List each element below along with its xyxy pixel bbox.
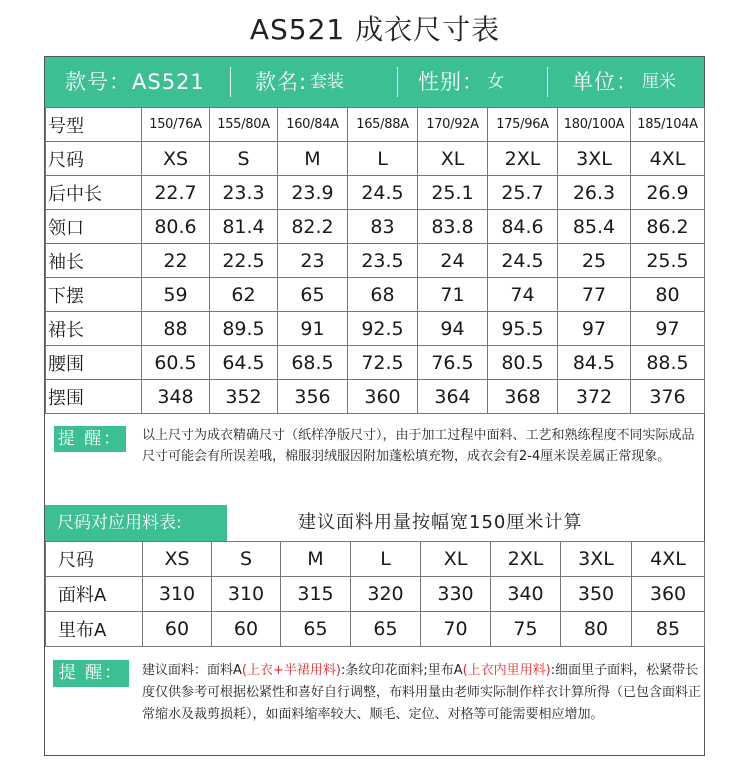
table-cell: 170/92A	[418, 108, 488, 142]
row-label: 里布A	[46, 612, 143, 647]
table-cell: XS	[143, 542, 212, 577]
table-cell: 330	[421, 577, 491, 612]
table-cell: 180/100A	[558, 108, 631, 142]
table-cell: 74	[488, 278, 558, 312]
table-cell: 3XL	[558, 142, 631, 176]
table-cell: 2XL	[488, 142, 558, 176]
table-cell: 24.5	[348, 176, 418, 210]
table-cell: 150/76A	[142, 108, 210, 142]
table-cell: 80	[631, 278, 705, 312]
table-cell: 85	[632, 612, 705, 647]
table-cell: 25.7	[488, 176, 558, 210]
table-cell: 84.5	[558, 346, 631, 380]
gender-value: 女	[487, 72, 504, 92]
table-cell: 76.5	[418, 346, 488, 380]
table-cell: 60	[143, 612, 212, 647]
table-cell: 23.9	[278, 176, 348, 210]
table-cell: 85.4	[558, 210, 631, 244]
style-number-label: 款号：	[65, 70, 131, 94]
style-name-value: 套装	[310, 72, 344, 92]
table-cell: 24.5	[488, 244, 558, 278]
reminder-text: 以上尺寸为成衣精确尺寸（纸样净版尺寸），由于加工过程中面料、工艺和熟练程度不同实际成品尺寸可能会有所误差哦，棉服羽绒服因附加蓬松填充物，成衣会有2-4厘米误差属正常现象。	[142, 428, 695, 464]
table-cell: 86.2	[631, 210, 705, 244]
header-divider	[547, 67, 548, 97]
row-label: 下摆	[46, 278, 142, 312]
table-cell: 372	[558, 380, 631, 414]
table-cell: 315	[281, 577, 351, 612]
table-cell: 91	[278, 312, 348, 346]
table-cell: 83	[348, 210, 418, 244]
table-cell: 4XL	[632, 542, 705, 577]
fabric-section-label: 尺码对应用料表:	[45, 505, 227, 541]
table-row	[46, 312, 705, 346]
table-cell: 22.5	[210, 244, 278, 278]
row-label: 摆围	[46, 380, 142, 414]
table-cell: XS	[142, 142, 210, 176]
row-label: 袖长	[46, 244, 142, 278]
table-cell: 4XL	[631, 142, 705, 176]
table-cell: 84.6	[488, 210, 558, 244]
table-cell: XL	[421, 542, 491, 577]
header-divider	[230, 67, 231, 97]
table-cell: 368	[488, 380, 558, 414]
table-cell: 185/104A	[631, 108, 705, 142]
table-cell: 88.5	[631, 346, 705, 380]
measurement-note	[45, 418, 704, 492]
table-cell: 77	[558, 278, 631, 312]
table-cell: 160/84A	[278, 108, 348, 142]
table-cell: 94	[418, 312, 488, 346]
table-cell: 25.1	[418, 176, 488, 210]
table-cell: M	[281, 542, 351, 577]
fabric-note	[45, 653, 704, 753]
table-cell: 68.5	[278, 346, 348, 380]
fabric-note-highlight: (上衣+半裙用料)	[241, 663, 341, 678]
table-cell: 65	[351, 612, 421, 647]
table-row	[46, 108, 705, 142]
table-cell: 65	[278, 278, 348, 312]
table-cell: 340	[491, 577, 561, 612]
table-cell: 25	[558, 244, 631, 278]
table-row	[46, 176, 705, 210]
table-cell: 23	[278, 244, 348, 278]
row-label: 腰围	[46, 346, 142, 380]
table-cell: 155/80A	[210, 108, 278, 142]
header-divider	[397, 67, 398, 97]
reminder-badge: 提 醒：	[54, 426, 126, 452]
table-cell: 360	[348, 380, 418, 414]
table-cell: L	[348, 142, 418, 176]
gender-label: 性别：	[418, 70, 484, 94]
fabric-width-note: 建议面料用量按幅宽150厘米计算	[298, 512, 583, 533]
table-cell: 64.5	[210, 346, 278, 380]
table-cell: 376	[631, 380, 705, 414]
table-cell: 360	[632, 577, 705, 612]
table-cell: 60	[212, 612, 281, 647]
style-name-label: 款名:	[255, 70, 308, 94]
table-cell: 82.2	[278, 210, 348, 244]
table-cell: S	[210, 142, 278, 176]
table-cell: 89.5	[210, 312, 278, 346]
table-cell: 26.9	[631, 176, 705, 210]
table-row	[46, 380, 705, 414]
table-cell: 95.5	[488, 312, 558, 346]
row-label: 裙长	[46, 312, 142, 346]
table-cell: 310	[143, 577, 212, 612]
page-title: AS521 成衣尺寸表	[249, 13, 501, 46]
table-cell: 25.5	[631, 244, 705, 278]
table-cell: 22.7	[142, 176, 210, 210]
table-row	[46, 612, 705, 647]
table-row	[46, 142, 705, 176]
row-label: 号型	[46, 108, 142, 142]
table-cell: 175/96A	[488, 108, 558, 142]
size-table	[45, 107, 705, 414]
unit-label: 单位：	[572, 70, 638, 94]
table-cell: 80	[561, 612, 632, 647]
table-cell: 81.4	[210, 210, 278, 244]
table-row	[46, 542, 705, 577]
table-cell: 23.5	[348, 244, 418, 278]
table-cell: 59	[142, 278, 210, 312]
table-cell: XL	[418, 142, 488, 176]
table-cell: 75	[491, 612, 561, 647]
table-cell: 24	[418, 244, 488, 278]
table-cell: 68	[348, 278, 418, 312]
reminder-badge: 提 醒：	[53, 660, 129, 687]
row-label: 面料A	[46, 577, 143, 612]
table-cell: 310	[212, 577, 281, 612]
fabric-section-header	[45, 505, 704, 541]
table-cell: L	[351, 542, 421, 577]
style-number-value: AS521	[132, 70, 205, 94]
fabric-note-part: 建议面料：面料A	[142, 663, 242, 678]
table-cell: 3XL	[561, 542, 632, 577]
table-cell: 350	[561, 577, 632, 612]
fabric-reminder-text	[142, 660, 702, 726]
table-row	[46, 346, 705, 380]
table-cell: 364	[418, 380, 488, 414]
table-cell: 23.3	[210, 176, 278, 210]
table-cell: 83.8	[418, 210, 488, 244]
table-cell: 92.5	[348, 312, 418, 346]
table-cell: 71	[418, 278, 488, 312]
table-cell: 348	[142, 380, 210, 414]
table-cell: S	[212, 542, 281, 577]
table-cell: 2XL	[491, 542, 561, 577]
row-label: 领口	[46, 210, 142, 244]
row-label: 尺码	[46, 142, 142, 176]
fabric-note-part: :细面里子面料，松紧带长度仅供参考可根据松紧性和喜好自行调整，布料用量由老师实际制作样衣计算所得（已包含面料正常缩水及裁剪损耗），如面料缩率较大、顺毛、定位、对格等可能需要相应增加。	[142, 663, 702, 722]
table-row	[46, 244, 705, 278]
table-cell: 70	[421, 612, 491, 647]
table-row	[46, 278, 705, 312]
table-cell: 88	[142, 312, 210, 346]
table-cell: 80.5	[488, 346, 558, 380]
table-cell: 80.6	[142, 210, 210, 244]
table-row	[46, 210, 705, 244]
fabric-table	[45, 541, 705, 647]
table-cell: 65	[281, 612, 351, 647]
table-cell: 320	[351, 577, 421, 612]
table-cell: 165/88A	[348, 108, 418, 142]
table-cell: 26.3	[558, 176, 631, 210]
table-cell: 22	[142, 244, 210, 278]
table-cell: 97	[631, 312, 705, 346]
fabric-note-highlight: (上衣内里用料)	[462, 663, 551, 678]
fabric-note-part: :条纹印花面料;里布A	[340, 663, 463, 678]
table-cell: 352	[210, 380, 278, 414]
table-cell: 62	[210, 278, 278, 312]
row-label: 后中长	[46, 176, 142, 210]
table-cell: 97	[558, 312, 631, 346]
table-cell: 72.5	[348, 346, 418, 380]
table-row	[46, 577, 705, 612]
table-cell: M	[278, 142, 348, 176]
unit-value: 厘米	[642, 72, 676, 92]
row-label: 尺码	[46, 542, 143, 577]
table-cell: 356	[278, 380, 348, 414]
header-bar	[45, 57, 704, 107]
table-cell: 60.5	[142, 346, 210, 380]
